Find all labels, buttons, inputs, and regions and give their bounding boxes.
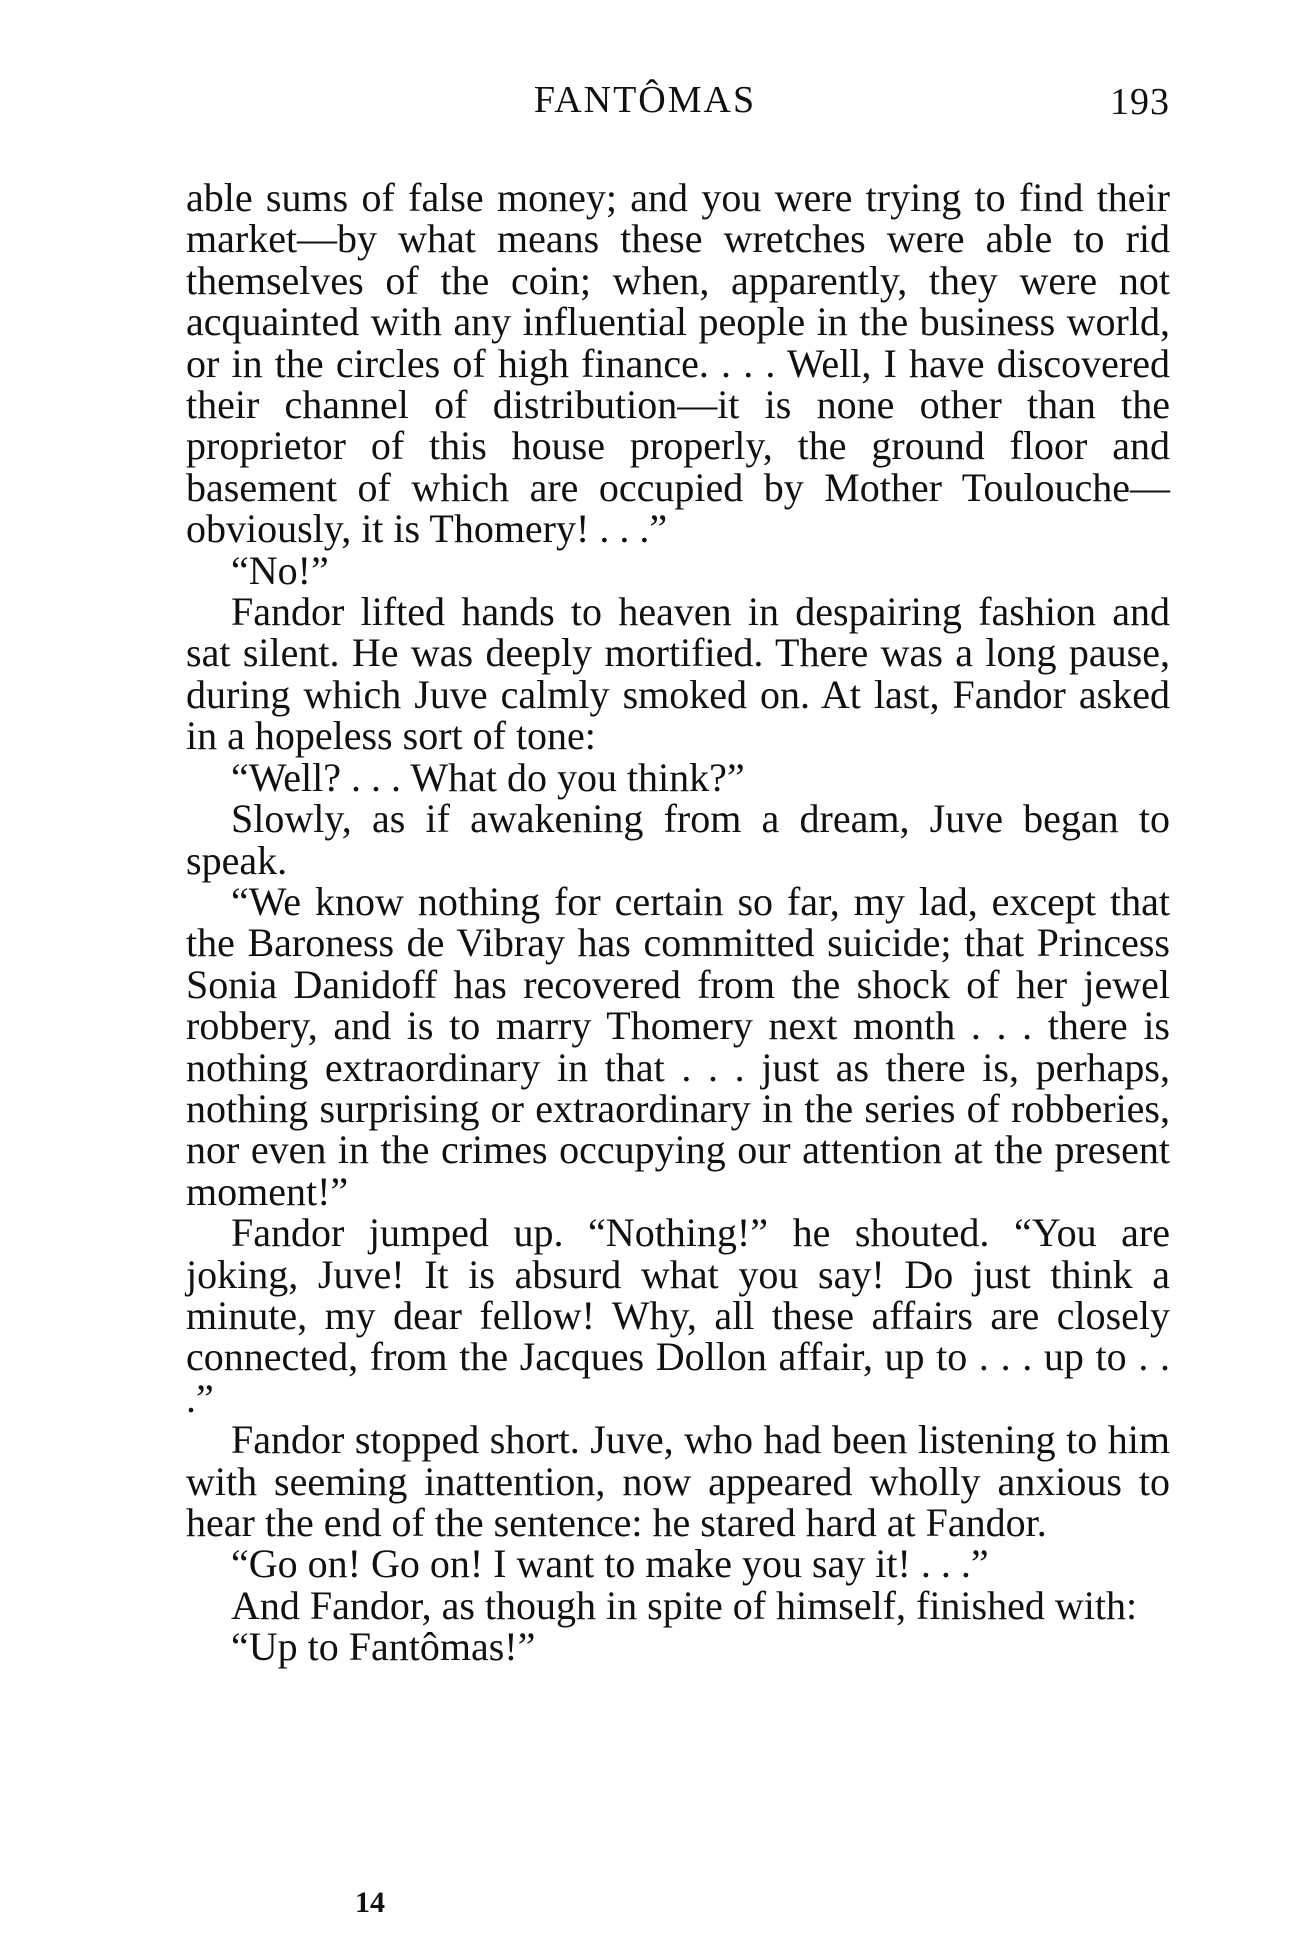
paragraph-1: able sums of false money; and you were trying to find their market—by what means these wretches were able to rid themselves of the coin; when, apparently, they were not acquainted with any influential people in the business world, or in the circles of high finance. . . . Well, I have discovered their channel of distribution—it is none other than the proprietor of this house properly, the ground floor and basement of which are occupied by Mother Toulouche—obviously, it is Thomery! . . .”: [186, 175, 1170, 552]
paragraph-3: Fandor lifted hands to heaven in despairing fashion and sat silent. He was deeply mortified. There was a long pause, during which Juve calmly smoked on. At last, Fandor asked in a hopeless sort of tone:: [186, 589, 1170, 759]
running-title: FANTÔMAS: [533, 79, 757, 121]
signature-mark: 14: [355, 1886, 385, 1919]
paragraph-7: Fandor jumped up. “Nothing!” he shouted. “You are joking, Juve! It is absurd what you say! Do just think a minute, my dear fellow! Why, all these affairs are closely connected, from the Jacques Dollon affair, up to . . . up to . . .”: [186, 1210, 1170, 1421]
body-text: [186, 177, 1170, 1668]
paragraph-2: “No!”: [231, 547, 329, 593]
page-number: 193: [1110, 81, 1170, 123]
paragraph-5: Slowly, as if awakening from a dream, Juve began to speak.: [186, 796, 1170, 883]
paragraph-9: “Go on! Go on! I want to make you say it! . . .”: [231, 1541, 989, 1587]
paragraph-6: “We know nothing for certain so far, my lad, except that the Baroness de Vibray has committed suicide; that Princess Sonia Danidoff has recovered from the shock of her jewel robbery, and is to marry Thomery next month . . . there is nothing extraordinary in that . . . just as there is, perhaps, nothing surprising or extraordinary in the series of robberies, nor even in the crimes occupying our attention at the present moment!”: [186, 878, 1170, 1214]
running-head: [150, 78, 1170, 128]
paragraph-8: Fandor stopped short. Juve, who had been listening to him with seeming inattention, now appeared wholly anxious to hear the end of the sentence: he stared hard at Fandor.: [186, 1417, 1170, 1545]
paragraph-10: And Fandor, as though in spite of himself, finished with:: [231, 1582, 1138, 1628]
paragraph-4: “Well? . . . What do you think?”: [231, 754, 745, 800]
paragraph-11: “Up to Fantômas!”: [231, 1624, 536, 1670]
